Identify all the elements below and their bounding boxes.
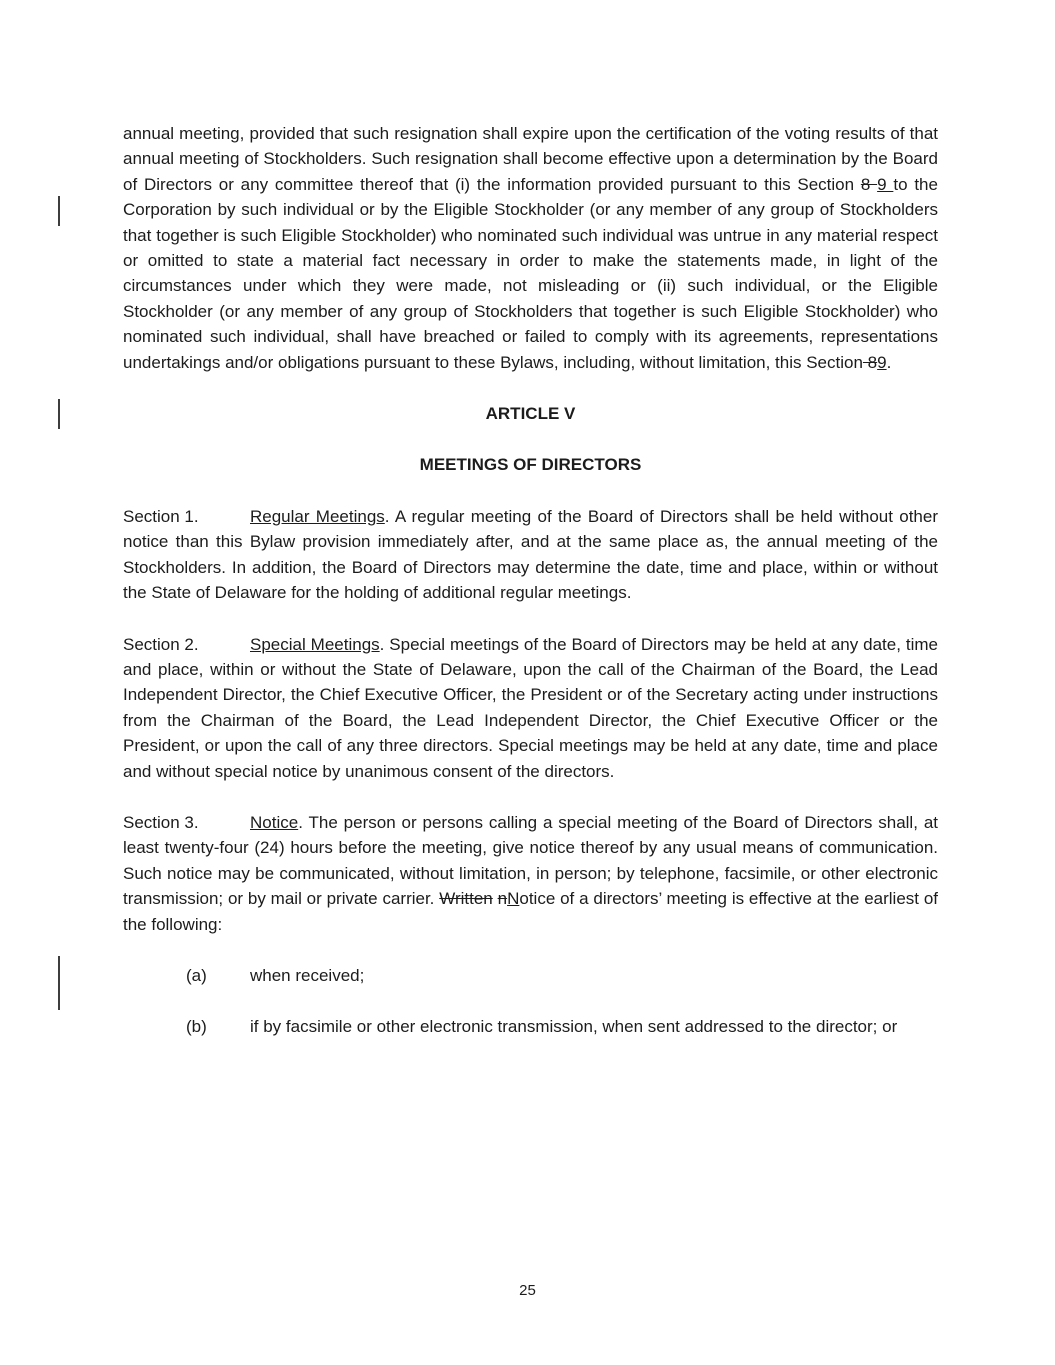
- list-marker-a: (a): [186, 965, 207, 985]
- text-run: . The person or persons calling a special meeting of the Board of Directors shall, at least twenty-four (24) hours before the meeting, give notice thereof by any usual means of communication. Such notice may be communicated, without limitation, in person; by telephone, facsimile, or other electronic transmission; or by mail or private carrier.: [123, 812, 938, 909]
- text-run: . Special meetings of the Board of Directors may be held at any date, time and place, within or without the State of Delaware, upon the call of the Chairman of the Board, the Lead Independent Director, the Chief Executive Officer, the President or of the Secretary acting under instructions from the Chairman of the Board, the Lead Independent Director, the Chief Executive Officer or the President, or upon the call of any three directors. Special meetings may be held at any date, time and place and without special notice by unanimous consent of the directors.: [123, 634, 938, 781]
- section-2-label: Section 2.: [123, 634, 199, 654]
- section-2-text: [123, 635, 938, 781]
- deleted-text: Written: [439, 889, 493, 909]
- page-number: 25: [519, 1282, 536, 1299]
- section-2-paragraph: [123, 632, 938, 784]
- inserted-text: N: [507, 889, 520, 909]
- inserted-text: Notice: [250, 812, 299, 832]
- list-item-b: [123, 1014, 938, 1039]
- list-text-a: when received;: [250, 965, 365, 985]
- deleted-text: n: [497, 889, 508, 909]
- list-text-b: if by facsimile or other electronic transmission, when sent addressed to the director; or: [250, 1017, 898, 1037]
- article-heading: ARTICLE V: [485, 404, 576, 424]
- inserted-text: 9: [877, 352, 887, 372]
- section-1-label: Section 1.: [123, 506, 199, 526]
- inserted-text: 9: [877, 174, 894, 194]
- text-run: . A regular meeting of the Board of Directors shall be held without other notice than this Bylaw provision immediately after, and at the same place as, the annual meeting of the Stockholders. In addition, the Board of Directors may determine the date, time and place, within or without the State of Delaware for the holding of additional regular meetings.: [123, 506, 938, 603]
- text-run: to the Corporation by such individual or by the Eligible Stockholder (or any member of any group of Stockholders that together is such Eligible Stockholder) who nominated such individual was untrue in any material respect or omitted to state a material fact necessary in order to make the statements made, in light of the circumstances under which they were made, not misleading or (ii) such individual, or the Eligible Stockholder (or any member of any group of Stockholders that together is such Eligible Stockholder) who nominated such individual, shall have breached or failed to comply with its agreements, representations undertakings and/or obligations pursuant to these Bylaws, including, without limitation, this Section: [123, 174, 938, 372]
- paragraph-continuation: [123, 121, 938, 375]
- list-item-a: [123, 963, 938, 988]
- text-run: otice of a directors’ meeting is effective at the earliest of the following:: [123, 889, 938, 934]
- text-run: .: [886, 352, 892, 372]
- deleted-text: 8: [860, 174, 878, 194]
- section-3-label: Section 3.: [123, 812, 199, 832]
- deleted-text: 8: [862, 352, 878, 372]
- section-3-paragraph: [123, 810, 938, 937]
- inserted-text: Special Meetings: [250, 634, 380, 654]
- inserted-text: Regular Meetings: [250, 506, 385, 526]
- list-marker-b: (b): [186, 1017, 207, 1037]
- text-run: annual meeting, provided that such resignation shall expire upon the certification of the voting results of that annual meeting of Stockholders. Such resignation shall become effective upon a determination by the Board of Directors or any committee thereof that (i) the information provided pursuant to this Section: [123, 124, 938, 194]
- section-1-paragraph: [123, 504, 938, 606]
- subject-heading: MEETINGS OF DIRECTORS: [419, 455, 642, 475]
